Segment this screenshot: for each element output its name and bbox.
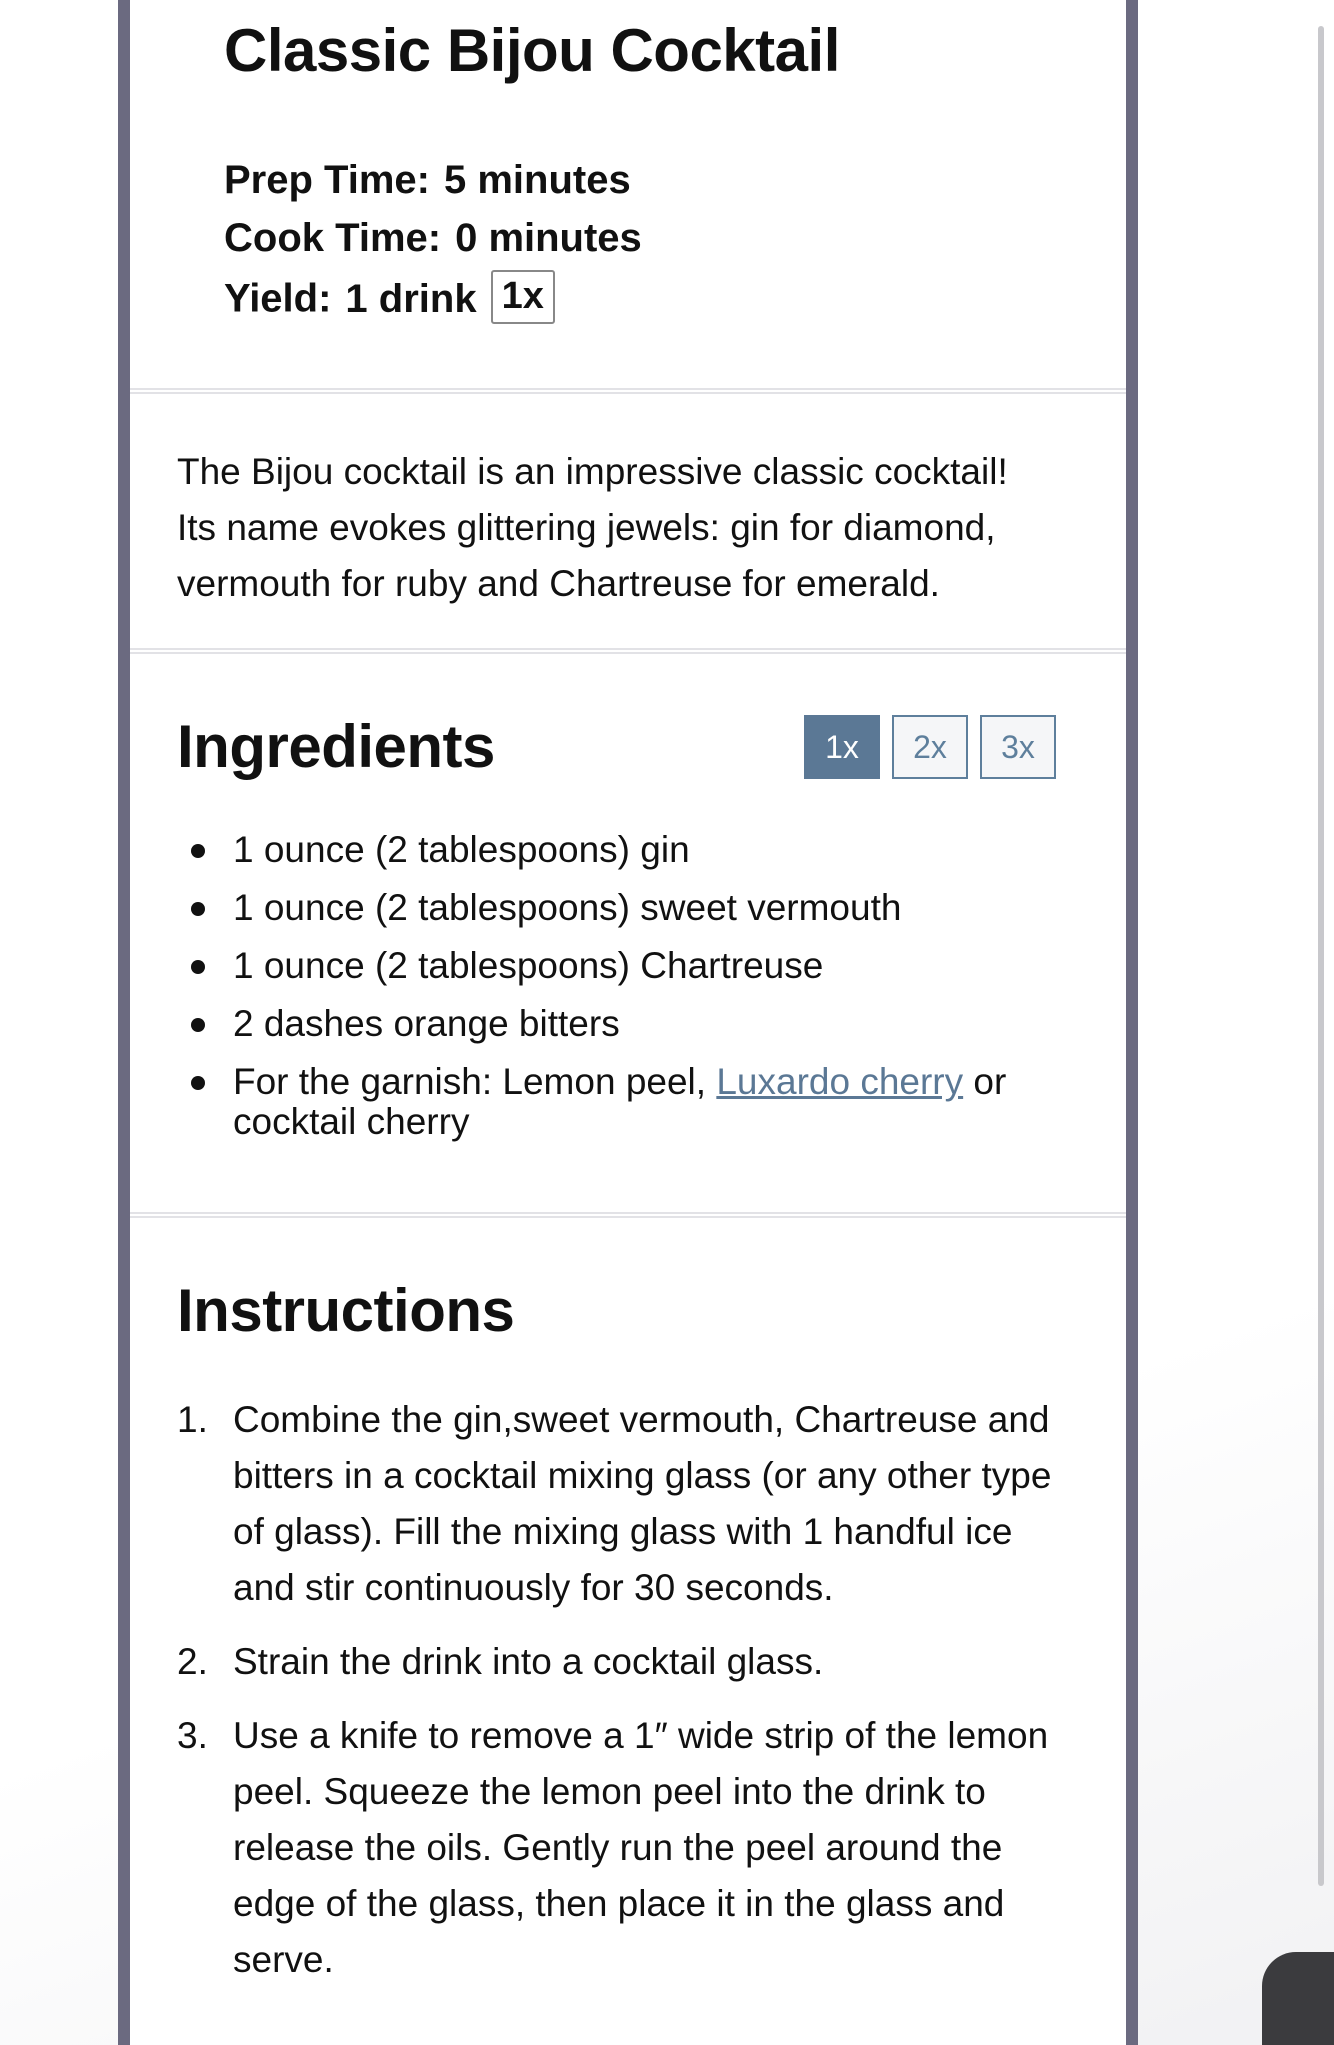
recipe-card — [118, 0, 1138, 2045]
ingredient-text: 1 ounce (2 tablespoons) sweet vermouth — [233, 887, 902, 928]
bullet-icon — [191, 960, 205, 974]
cook-time-label: Cook Time: — [224, 216, 442, 260]
step-text: Strain the drink into a cocktail glass. — [233, 1641, 824, 1682]
recipe-header — [130, 0, 1126, 394]
summary-text: The Bijou cocktail is an impressive classic cocktail! Its name evokes glittering jewels: gin for diamond, vermouth for ruby and Chartreuse for emerald. — [177, 451, 1008, 604]
multiplier-2x-button[interactable]: 2x — [892, 715, 968, 779]
yield-multiplier-button[interactable]: 1x — [491, 270, 555, 324]
prep-time — [224, 158, 631, 203]
yield-value: 1 drink — [345, 276, 477, 321]
prep-time-value: 5 minutes — [444, 158, 631, 202]
recipe-summary — [130, 394, 1126, 654]
ingredient-item — [177, 946, 1057, 986]
bullet-icon — [191, 902, 205, 916]
multiplier-1x-button[interactable]: 1x — [804, 715, 880, 779]
ingredients-section — [130, 654, 1126, 1218]
step-text: Use a knife to remove a 1″ wide strip of the lemon peel. Squeeze the lemon peel into the drink to release the oils. Gently run the peel around the edge of the glass, then place it in the glass and serve. — [233, 1715, 1049, 1980]
prep-time-label: Prep Time: — [224, 158, 430, 202]
instruction-step — [177, 1392, 1077, 1616]
step-number: 2. — [177, 1641, 208, 1682]
step-number: 1. — [177, 1399, 208, 1440]
multiplier-3x-button[interactable]: 3x — [980, 715, 1056, 779]
bullet-icon — [191, 1076, 205, 1090]
instruction-step — [177, 1708, 1077, 1988]
multiplier-group — [804, 715, 1056, 779]
yield — [224, 274, 555, 328]
step-number: 3. — [177, 1715, 208, 1756]
ingredient-item — [177, 888, 1057, 928]
bullet-icon — [191, 1018, 205, 1032]
step-text: Combine the gin,sweet vermouth, Chartreuse and bitters in a cocktail mixing glass (or any other type of glass). Fill the mixing glass with 1 handful ice and stir continuously for 30 seconds. — [233, 1399, 1052, 1608]
cook-time — [224, 216, 642, 261]
instructions-list — [177, 1392, 1077, 2006]
instructions-section — [130, 1218, 1126, 2045]
ingredient-item — [177, 830, 1057, 870]
luxardo-cherry-link[interactable]: Luxardo cherry — [716, 1061, 964, 1102]
ingredient-text: 1 ounce (2 tablespoons) gin — [233, 829, 690, 870]
cook-time-value: 0 minutes — [455, 216, 642, 260]
ingredient-item — [177, 1004, 1057, 1044]
ingredient-text-suffix: or cocktail cherry — [233, 1061, 1007, 1142]
bullet-icon — [191, 844, 205, 858]
ingredient-text-prefix: For the garnish: Lemon peel, — [233, 1061, 717, 1102]
ingredient-item-garnish — [177, 1062, 1057, 1142]
instructions-heading: Instructions — [177, 1277, 515, 1344]
ingredients-list — [177, 830, 1057, 1160]
page-scrollbar[interactable] — [1318, 26, 1324, 1886]
instruction-step — [177, 1634, 1077, 1690]
yield-label: Yield: — [224, 276, 332, 321]
ingredients-heading: Ingredients — [177, 713, 495, 780]
floating-widget-button[interactable] — [1262, 1952, 1334, 2045]
recipe-title: Classic Bijou Cocktail — [224, 17, 840, 84]
ingredient-text: 1 ounce (2 tablespoons) Chartreuse — [233, 945, 824, 986]
ingredient-text: 2 dashes orange bitters — [233, 1003, 620, 1044]
